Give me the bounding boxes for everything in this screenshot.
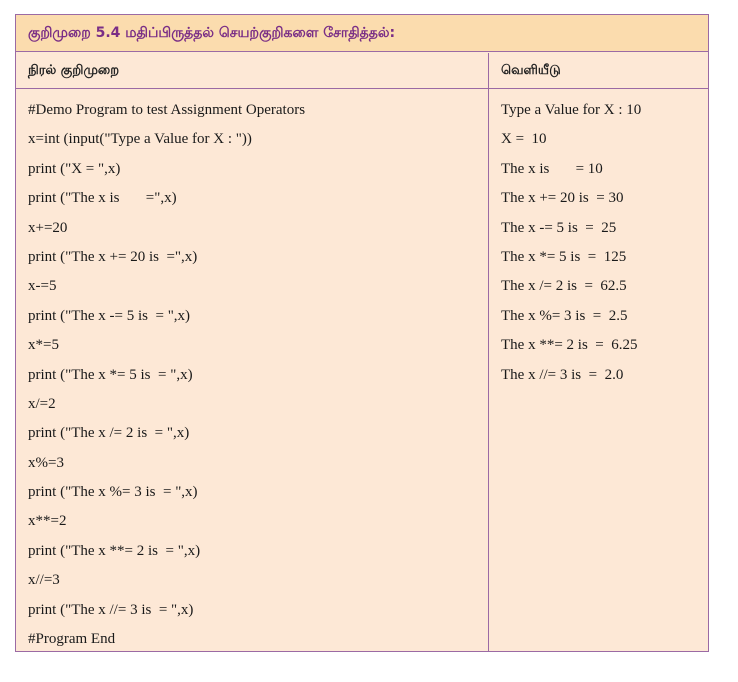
code-column-header: நிரல் குறிமுறை bbox=[28, 63, 120, 78]
code-line: x%=3 bbox=[28, 454, 64, 471]
output-line: The x **= 2 is = 6.25 bbox=[501, 337, 638, 354]
output-line: The x *= 5 is = 125 bbox=[501, 248, 627, 265]
output-line: X = 10 bbox=[501, 131, 547, 148]
code-line: x/=2 bbox=[28, 395, 56, 412]
code-line: print ("The x += 20 is =",x) bbox=[28, 248, 198, 265]
output-listing bbox=[501, 99, 641, 393]
output-line: The x += 20 is = 30 bbox=[501, 190, 624, 207]
output-column-header: வெளியீடு bbox=[501, 63, 561, 78]
code-line: print ("The x //= 3 is = ",x) bbox=[28, 601, 194, 618]
code-listing bbox=[28, 99, 305, 657]
code-line: x=int (input("Type a Value for X : ")) bbox=[28, 131, 252, 148]
code-line: x**=2 bbox=[28, 513, 67, 530]
code-line: print ("X = ",x) bbox=[28, 160, 121, 177]
code-line: print ("The x **= 2 is = ",x) bbox=[28, 542, 201, 559]
output-line: Type a Value for X : 10 bbox=[501, 102, 642, 118]
code-line: print ("The x %= 3 is = ",x) bbox=[28, 484, 198, 501]
code-line: print ("The x is =",x) bbox=[28, 190, 177, 207]
output-line: The x -= 5 is = 25 bbox=[501, 219, 617, 236]
code-line: #Program End bbox=[28, 631, 116, 648]
column-divider bbox=[488, 53, 489, 651]
output-line: The x is = 10 bbox=[501, 160, 603, 177]
output-line: The x //= 3 is = 2.0 bbox=[501, 366, 624, 383]
output-line: The x %= 3 is = 2.5 bbox=[501, 307, 628, 324]
code-example-box bbox=[15, 14, 709, 652]
code-line: x+=20 bbox=[28, 219, 68, 236]
code-line: #Demo Program to test Assignment Operators bbox=[28, 102, 306, 118]
code-line: x*=5 bbox=[28, 337, 59, 354]
column-header-row bbox=[16, 53, 708, 89]
code-line: print ("The x -= 5 is = ",x) bbox=[28, 307, 191, 324]
output-line: The x /= 2 is = 62.5 bbox=[501, 278, 627, 295]
code-line: x-=5 bbox=[28, 278, 57, 295]
example-title: குறிமுறை 5.4 மதிப்பிருத்தல் செயற்குறிகளை சோதித்தல்: bbox=[16, 15, 708, 52]
code-line: x//=3 bbox=[28, 572, 60, 589]
code-line: print ("The x *= 5 is = ",x) bbox=[28, 366, 193, 383]
code-line: print ("The x /= 2 is = ",x) bbox=[28, 425, 190, 442]
